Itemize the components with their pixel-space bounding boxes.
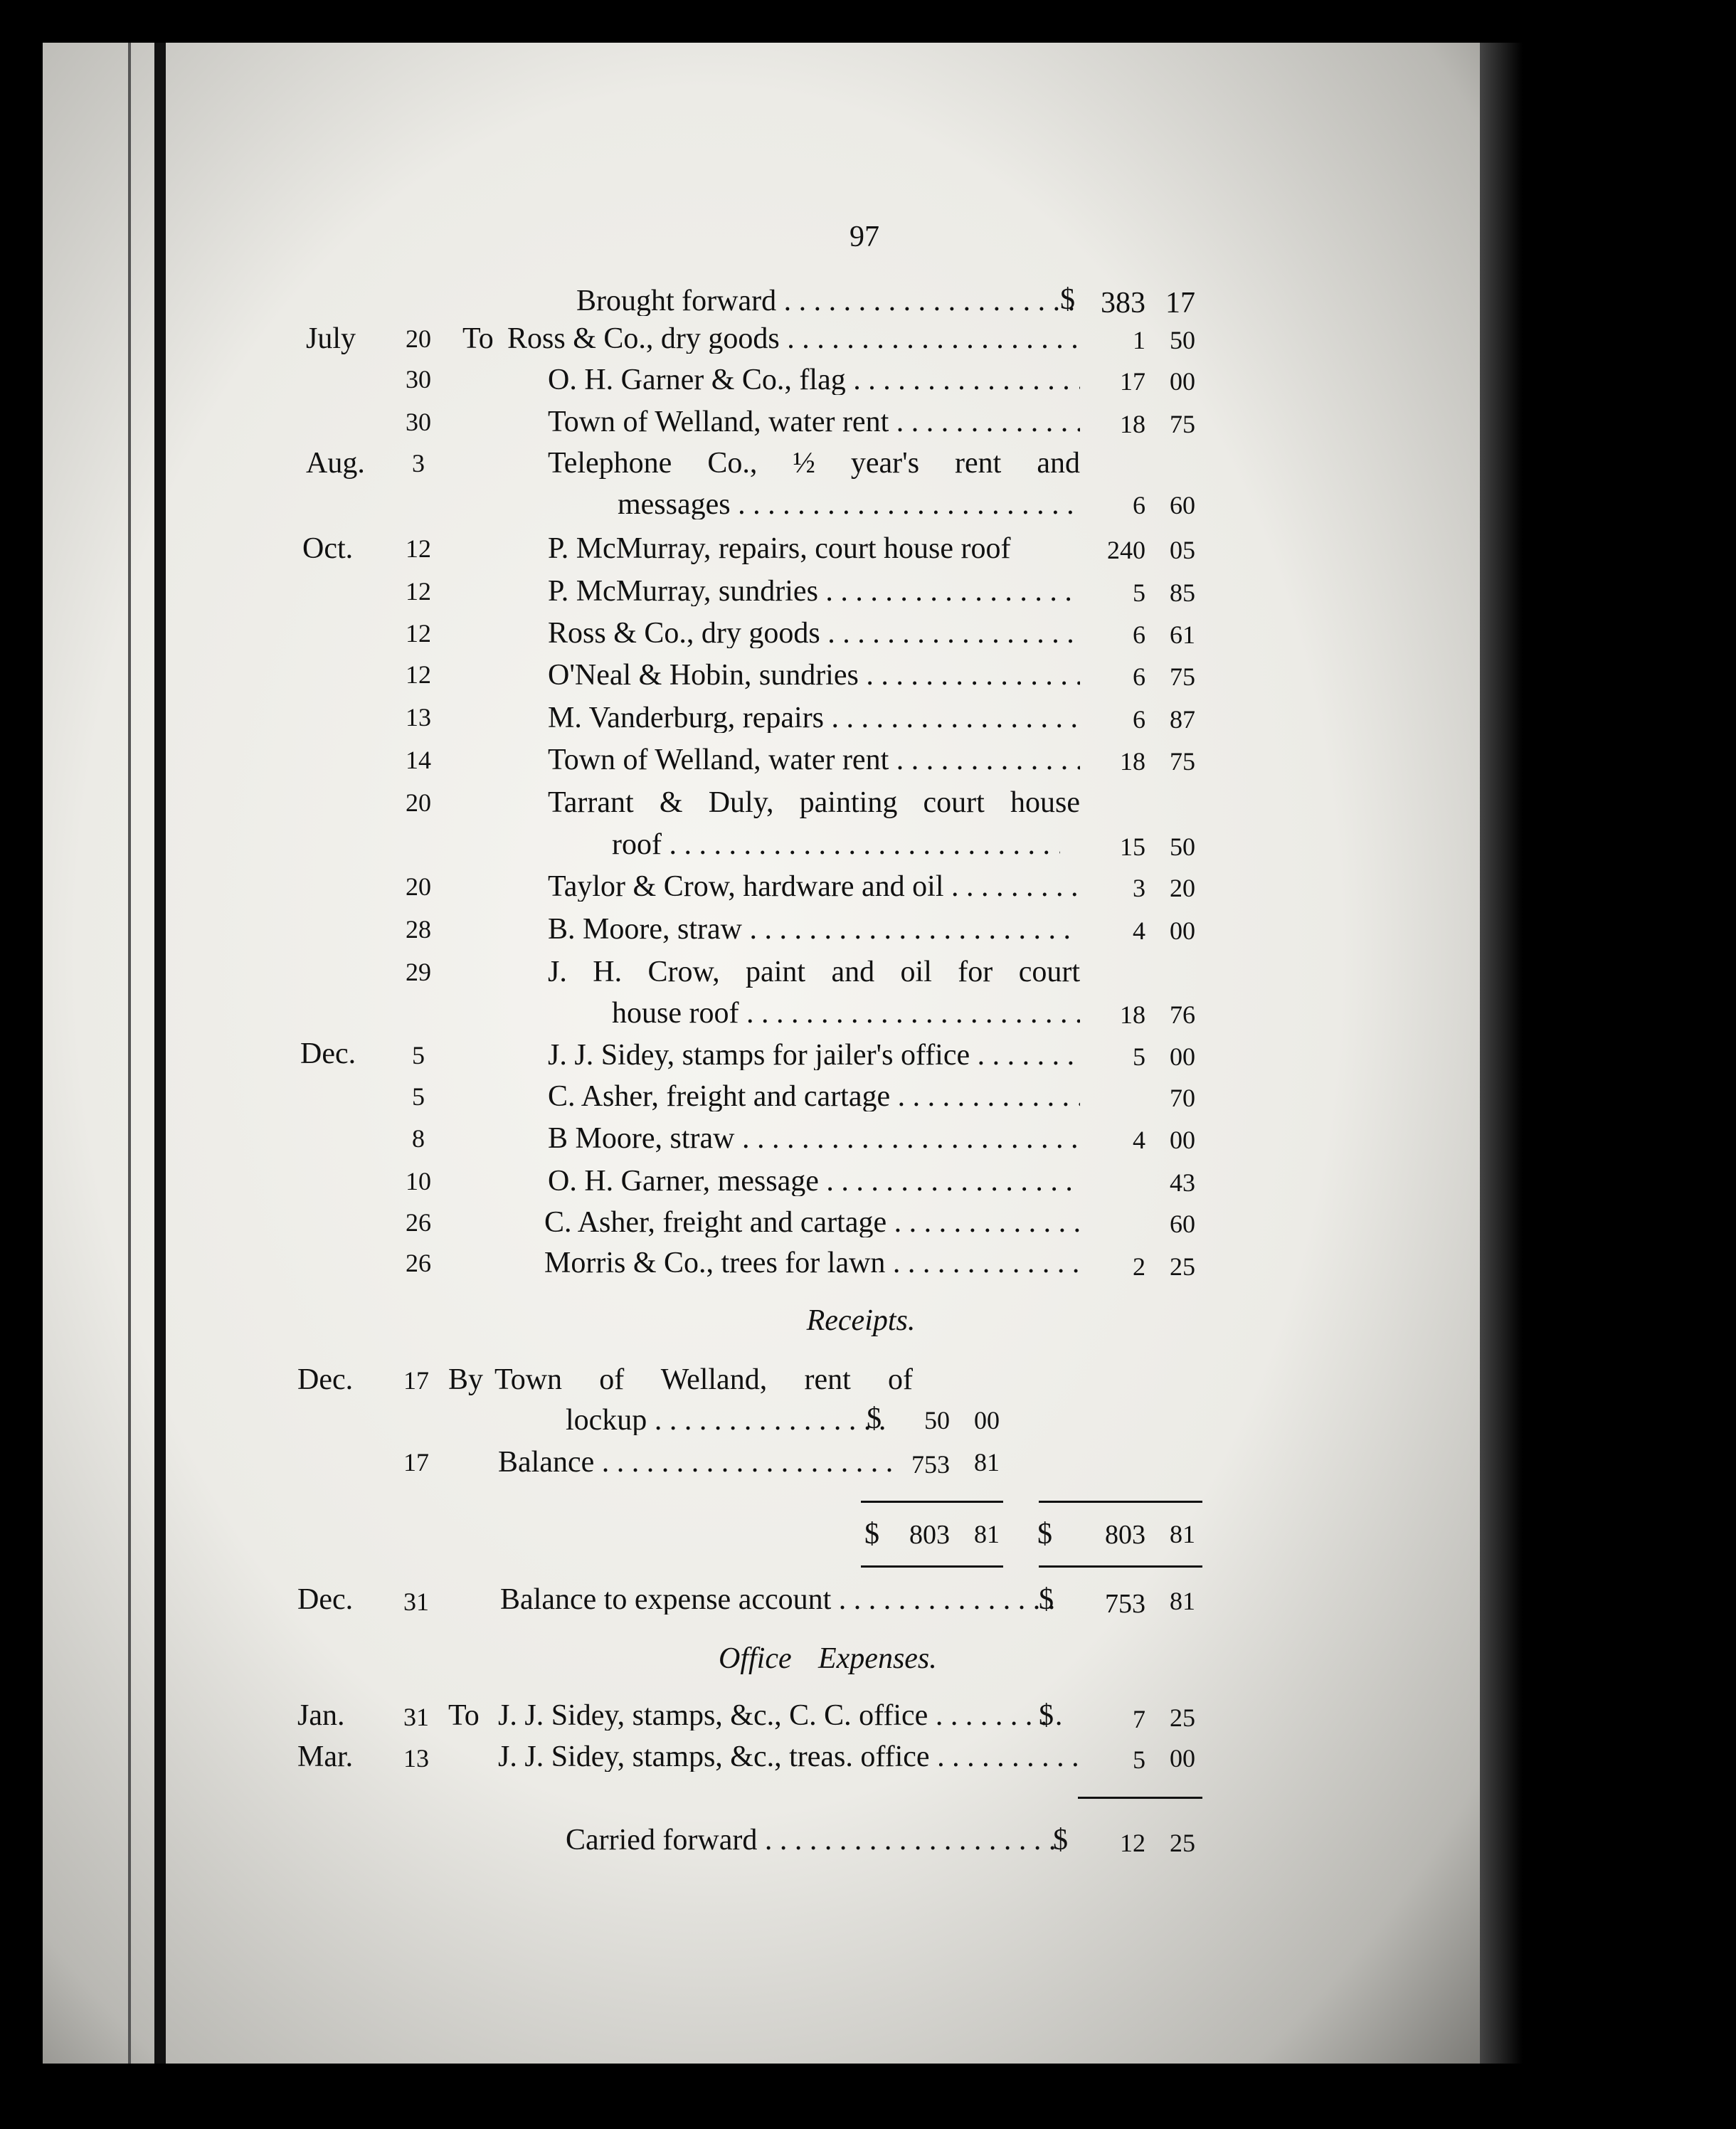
entry-cents: 43 bbox=[1170, 1168, 1195, 1197]
entry-cents: 00 bbox=[1170, 1042, 1195, 1071]
office-description: J. J. Sidey, stamps, &c., treas. office . . . bbox=[498, 1742, 1078, 1772]
entry-month: Aug. bbox=[306, 447, 365, 480]
entry-description: P. McMurray, sundries . . . bbox=[548, 576, 1080, 606]
carried-forward-dollars: 12 bbox=[1120, 1829, 1145, 1857]
receipt-cents: 00 bbox=[974, 1406, 1000, 1435]
entry-dollars: 4 bbox=[1133, 1126, 1145, 1154]
entry-month: Oct. bbox=[302, 532, 354, 565]
entry-day: 5 bbox=[412, 1082, 425, 1111]
entry-description: O'Neal & Hobin, sundries . . . bbox=[548, 660, 1080, 690]
balance-description: Balance to expense account . . . bbox=[500, 1585, 1062, 1615]
entry-dollars: 2 bbox=[1133, 1252, 1145, 1281]
receipt-prefix: By bbox=[448, 1363, 484, 1396]
entry-description: Taylor & Crow, hardware and oil . . . bbox=[548, 872, 1080, 902]
entry-dollars: 18 bbox=[1120, 410, 1145, 438]
office-dollars: 5 bbox=[1133, 1745, 1145, 1774]
entry-description: Town of Welland, water rent . . . bbox=[548, 745, 1080, 775]
carried-forward-label: Carried forward . . . bbox=[566, 1825, 1064, 1855]
entry-day: 10 bbox=[406, 1167, 431, 1195]
receipts-heading: Receipts. bbox=[806, 1304, 916, 1337]
entry-description: Telephone Co., ½ year's rent and bbox=[548, 447, 1080, 480]
receipt-dollars: 50 bbox=[924, 1406, 950, 1435]
entry-dollars: 18 bbox=[1120, 1000, 1145, 1029]
entry-dollars: 5 bbox=[1133, 1042, 1145, 1071]
entry-continuation: house roof . . . bbox=[612, 998, 1080, 1028]
carried-forward-dollar: $ bbox=[1053, 1824, 1068, 1856]
office-dollar: $ bbox=[1039, 1699, 1054, 1732]
entry-dollars: 6 bbox=[1133, 620, 1145, 649]
entry-cents: 60 bbox=[1170, 491, 1195, 519]
balance-cents: 81 bbox=[1170, 1587, 1195, 1615]
office-cents: 25 bbox=[1170, 1703, 1195, 1732]
office-heading-a: Office bbox=[719, 1642, 792, 1675]
brought-forward-cents: 17 bbox=[1165, 287, 1195, 319]
entry-day: 28 bbox=[406, 915, 431, 944]
balance-month: Dec. bbox=[297, 1583, 354, 1616]
entry-cents: 61 bbox=[1170, 620, 1195, 649]
brought-forward-dollar: $ bbox=[1060, 283, 1075, 316]
entry-continuation: messages . . . bbox=[618, 490, 1080, 519]
entry-description: P. McMurray, repairs, court house roof bbox=[548, 532, 1011, 565]
entry-day: 26 bbox=[406, 1249, 431, 1277]
entry-month: July bbox=[306, 322, 356, 355]
entry-dollars: 1 bbox=[1133, 326, 1145, 354]
entry-day: 12 bbox=[406, 619, 431, 648]
entry-day: 30 bbox=[406, 408, 431, 436]
entry-day: 29 bbox=[406, 958, 431, 986]
entry-dollars: 17 bbox=[1120, 367, 1145, 396]
totals-left-dollar: $ bbox=[864, 1518, 879, 1550]
entry-cents: 50 bbox=[1170, 326, 1195, 354]
receipt-day: 17 bbox=[403, 1366, 429, 1395]
entry-description: O. H. Garner, message . . . bbox=[548, 1166, 1080, 1196]
entry-dollars: 6 bbox=[1133, 662, 1145, 691]
entry-description: Tarrant & Duly, painting court house bbox=[548, 786, 1080, 819]
page-edge-shadow bbox=[1480, 43, 1523, 2064]
entry-description: O. H. Garner & Co., flag . . . bbox=[548, 365, 1080, 395]
receipt-description: Balance . . . bbox=[498, 1447, 900, 1477]
entry-dollars: 6 bbox=[1133, 705, 1145, 734]
entry-description: B. Moore, straw . . . bbox=[548, 914, 1080, 944]
totals-rule-right-bottom bbox=[1039, 1565, 1202, 1568]
entry-cents: 50 bbox=[1170, 833, 1195, 861]
entry-day: 30 bbox=[406, 365, 431, 393]
entry-description: C. Asher, freight and cartage . . . bbox=[548, 1082, 1080, 1111]
entry-day: 8 bbox=[412, 1124, 425, 1153]
entry-day: 20 bbox=[406, 872, 431, 901]
entry-continuation: roof . . . bbox=[612, 830, 1060, 860]
entry-day: 3 bbox=[412, 449, 425, 477]
totals-rule-left-top bbox=[861, 1501, 1003, 1503]
entry-cents: 00 bbox=[1170, 916, 1195, 945]
entry-cents: 60 bbox=[1170, 1210, 1195, 1238]
entry-description: Morris & Co., trees for lawn . . . bbox=[544, 1248, 1080, 1278]
entry-day: 12 bbox=[406, 660, 431, 689]
office-month: Jan. bbox=[297, 1699, 345, 1732]
office-description: J. J. Sidey, stamps, &c., C. C. office . . . bbox=[498, 1701, 1062, 1731]
totals-rule-left-bottom bbox=[861, 1565, 1003, 1568]
receipt-description: Town of Welland, rent of bbox=[494, 1363, 913, 1396]
entry-cents: 75 bbox=[1170, 747, 1195, 776]
binding-edge bbox=[128, 43, 131, 2064]
entry-dollars: 240 bbox=[1107, 536, 1145, 564]
entry-day: 13 bbox=[406, 703, 431, 731]
entry-day: 12 bbox=[406, 534, 431, 563]
receipt-dollar: $ bbox=[867, 1402, 882, 1435]
entry-cents: 87 bbox=[1170, 705, 1195, 734]
brought-forward-dollars: 383 bbox=[1101, 287, 1145, 319]
entry-description: Ross & Co., dry goods . . . bbox=[548, 618, 1080, 648]
entry-description: Ross & Co., dry goods . . . bbox=[507, 324, 1080, 354]
office-day: 13 bbox=[403, 1744, 429, 1773]
entry-day: 14 bbox=[406, 746, 431, 774]
page-number: 97 bbox=[850, 221, 879, 253]
entry-description: J. J. Sidey, stamps for jailer's office . . . bbox=[548, 1040, 1080, 1070]
entry-description: Town of Welland, water rent . . . bbox=[548, 407, 1080, 437]
entry-cents: 00 bbox=[1170, 367, 1195, 396]
receipt-continuation: lockup . . . bbox=[566, 1405, 893, 1435]
entry-cents: 75 bbox=[1170, 662, 1195, 691]
receipt-day: 17 bbox=[403, 1448, 429, 1476]
totals-rule-right-top bbox=[1039, 1501, 1202, 1503]
entry-cents: 76 bbox=[1170, 1000, 1195, 1029]
entry-dollars: 3 bbox=[1133, 874, 1145, 902]
entry-cents: 20 bbox=[1170, 874, 1195, 902]
office-heading-b: Expenses. bbox=[818, 1642, 937, 1675]
office-cents: 00 bbox=[1170, 1744, 1195, 1773]
binding-gutter bbox=[154, 43, 166, 2064]
entry-cents: 00 bbox=[1170, 1126, 1195, 1154]
entry-description: M. Vanderburg, repairs . . . bbox=[548, 703, 1080, 733]
entry-cents: 25 bbox=[1170, 1252, 1195, 1281]
entry-day: 20 bbox=[406, 324, 431, 353]
balance-dollar: $ bbox=[1039, 1583, 1054, 1616]
entry-description: J. H. Crow, paint and oil for court bbox=[548, 956, 1080, 988]
totals-right-cents: 81 bbox=[1170, 1520, 1195, 1548]
totals-right-dollars: 803 bbox=[1105, 1520, 1145, 1550]
totals-left-cents: 81 bbox=[974, 1520, 1000, 1548]
entry-dollars: 18 bbox=[1120, 747, 1145, 776]
entry-cents: 70 bbox=[1170, 1084, 1195, 1112]
entry-description: C. Asher, freight and cartage . . . bbox=[544, 1208, 1080, 1237]
entry-cents: 75 bbox=[1170, 410, 1195, 438]
receipt-dollars: 753 bbox=[911, 1450, 950, 1479]
carried-forward-rule bbox=[1078, 1797, 1202, 1799]
receipt-month: Dec. bbox=[297, 1363, 354, 1396]
office-month: Mar. bbox=[297, 1740, 354, 1773]
entry-prefix: To bbox=[462, 322, 494, 355]
entry-dollars: 15 bbox=[1120, 833, 1145, 861]
totals-left-dollars: 803 bbox=[909, 1520, 950, 1550]
entry-description: B Moore, straw . . . bbox=[548, 1124, 1080, 1153]
entry-day: 26 bbox=[406, 1208, 431, 1237]
balance-dollars: 753 bbox=[1105, 1589, 1145, 1619]
receipt-cents: 81 bbox=[974, 1448, 1000, 1476]
balance-day: 31 bbox=[403, 1587, 429, 1616]
office-dollars: 7 bbox=[1133, 1705, 1145, 1733]
entry-cents: 85 bbox=[1170, 579, 1195, 607]
office-day: 31 bbox=[403, 1703, 429, 1731]
entry-day: 20 bbox=[406, 788, 431, 817]
entry-month: Dec. bbox=[300, 1037, 356, 1070]
totals-right-dollar: $ bbox=[1037, 1518, 1052, 1550]
entry-dollars: 4 bbox=[1133, 916, 1145, 945]
entry-cents: 05 bbox=[1170, 536, 1195, 564]
carried-forward-cents: 25 bbox=[1170, 1829, 1195, 1857]
entry-dollars: 5 bbox=[1133, 579, 1145, 607]
entry-day: 5 bbox=[412, 1041, 425, 1069]
entry-day: 12 bbox=[406, 577, 431, 606]
brought-forward-label: Brought forward . . . bbox=[576, 286, 1080, 316]
entry-dollars: 6 bbox=[1133, 491, 1145, 519]
office-prefix: To bbox=[448, 1699, 480, 1732]
book-page bbox=[43, 43, 1523, 2064]
